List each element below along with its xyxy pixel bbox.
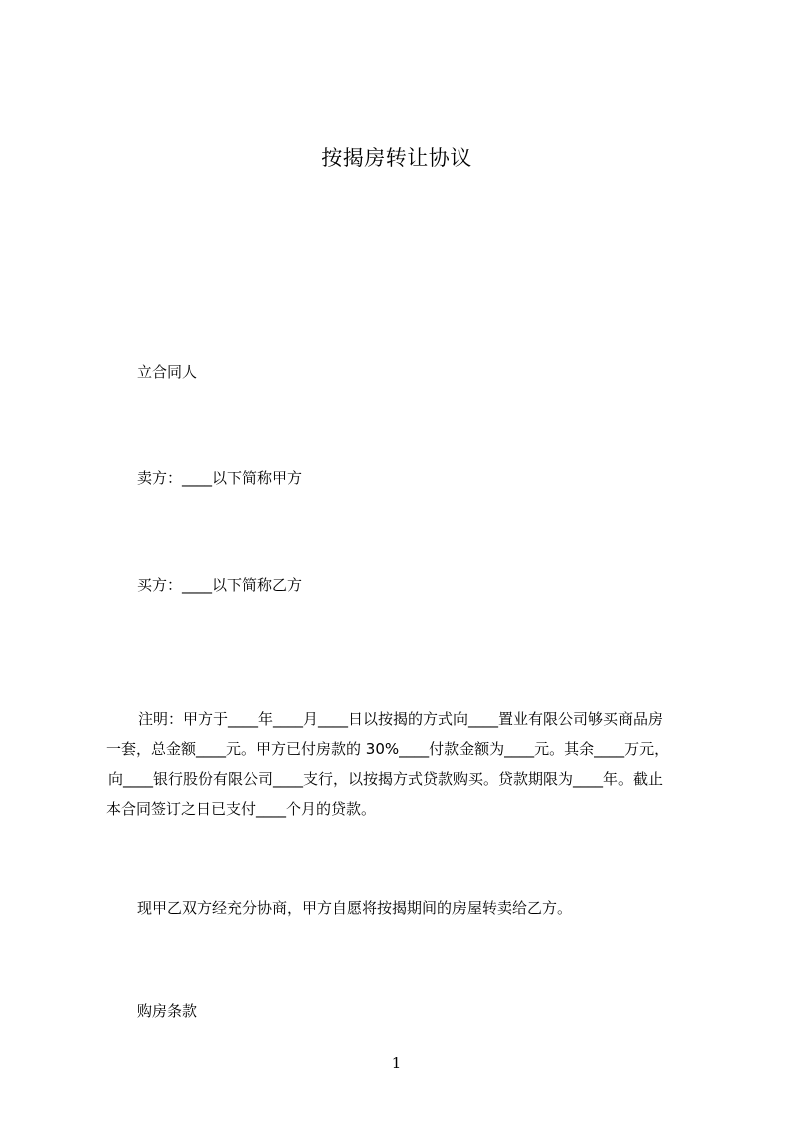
note-line: 向____银行股份有限公司____支行，以按揭方式贷款购买。贷款期限为____年。截止 [108, 770, 664, 788]
parties-heading: 立合同人 [137, 363, 198, 381]
page-number: 1 [391, 1054, 402, 1072]
buyer-line: 买方：____以下简称乙方 [137, 576, 303, 594]
note-line: 一套，总金额____元。甲方已付房款的 30%____付款金额为____元。其余____万元， [106, 740, 670, 758]
note-line: 本合同签订之日已支付____个月的贷款。 [106, 800, 377, 818]
seller-line: 卖方：____以下简称甲方 [137, 469, 303, 487]
note-line: 注明：甲方于____年____月____日以按揭的方式向____置业有限公司够买商品房 [138, 710, 664, 728]
note-paragraph [106, 704, 702, 824]
agreement-statement: 现甲乙双方经充分协商，甲方自愿将按揭期间的房屋转卖给乙方。 [137, 899, 573, 917]
document-title: 按揭房转让协议 [321, 146, 472, 170]
section-heading: 购房条款 [137, 1002, 198, 1020]
